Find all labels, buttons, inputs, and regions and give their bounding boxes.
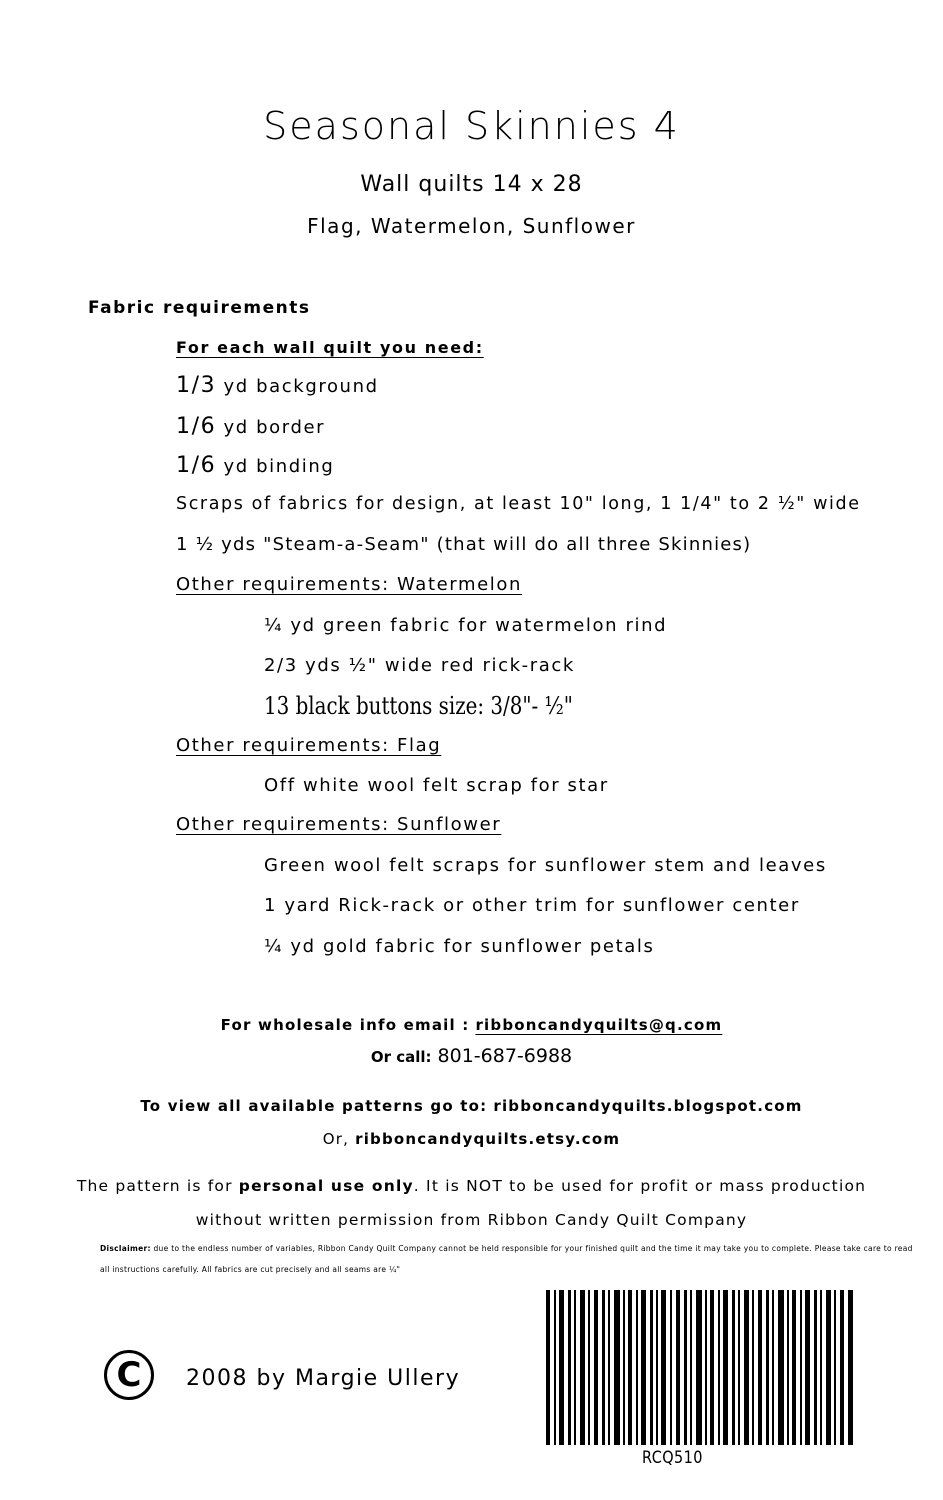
page-title: Seasonal Skinnies 4 (263, 104, 680, 148)
legal-text: . It is NOT to be used for profit or mass production (413, 1177, 867, 1195)
wholesale-line (0, 1016, 943, 1034)
legal-emphasis: personal use only (238, 1177, 414, 1195)
list-item-steam-a-seam: 1 ½ yds "Steam-a-Seam" (that will do all three Skinnies) (176, 534, 752, 555)
wholesale-label: For wholesale info email : (220, 1016, 470, 1034)
list-item-petals: ¼ yd gold fabric for sunflower petals (264, 936, 655, 957)
etsy-line (0, 1130, 943, 1148)
item-text: yd border (216, 417, 326, 438)
call-label: Or call: (370, 1048, 432, 1066)
watermelon-heading: Other requirements: Watermelon (176, 574, 522, 595)
list-item-buttons: 13 black buttons size: 3/8"- ½" (264, 692, 573, 720)
subtitle-designs: Flag, Watermelon, Sunflower (307, 214, 636, 238)
qty: 1/3 (176, 373, 217, 398)
list-item-rick-rack: 2/3 yds ½" wide red rick-rack (264, 655, 575, 676)
personal-use-line (0, 1177, 943, 1195)
or-label: Or, (322, 1130, 350, 1148)
phone-number: 801-687-6988 (437, 1045, 573, 1067)
item-text: yd background (216, 376, 379, 397)
list-item-center-trim: 1 yard Rick-rack or other trim for sunflower center (264, 895, 800, 916)
barcode-image (540, 1290, 860, 1445)
fabric-requirements-heading: Fabric requirements (88, 298, 311, 318)
email-link[interactable]: ribboncandyquilts@q.com (475, 1016, 723, 1034)
each-quilt-heading: For each wall quilt you need: (176, 338, 484, 357)
disclaimer (100, 1238, 920, 1280)
copyright-icon: C (104, 1350, 154, 1400)
qty: 1/6 (176, 453, 217, 478)
barcode-label: RCQ510 (642, 1448, 703, 1468)
disclaimer-text: due to the endless number of variables, Ribbon Candy Quilt Company cannot be held responsible for your finished quilt and the time it may take you to complete. Please take care to read all instructions carefully. All fabrics are cut precisely and all seams are ¼" (100, 1244, 913, 1274)
flag-heading: Other requirements: Flag (176, 735, 442, 756)
copyright-text: 2008 by Margie Ullery (186, 1366, 461, 1391)
disclaimer-label: Disclaimer: (100, 1244, 151, 1253)
view-label: To view all available patterns go to: (140, 1097, 488, 1115)
etsy-link[interactable]: ribboncandyquilts.etsy.com (355, 1130, 621, 1148)
legal-text: The pattern is for (76, 1177, 239, 1195)
subtitle-size: Wall quilts 14 x 28 (360, 172, 583, 197)
list-item-stem-leaves: Green wool felt scraps for sunflower stem and leaves (264, 855, 827, 876)
list-item-scraps: Scraps of fabrics for design, at least 10" long, 1 1/4" to 2 ½" wide (176, 494, 861, 514)
list-item-border (176, 414, 325, 439)
qty: 1/6 (176, 414, 217, 439)
list-item-background (176, 373, 379, 398)
list-item-binding (176, 453, 334, 478)
list-item-watermelon-rind: ¼ yd green fabric for watermelon rind (264, 615, 668, 636)
view-patterns-line (0, 1097, 943, 1115)
blog-link[interactable]: ribboncandyquilts.blogspot.com (493, 1097, 803, 1115)
list-item-star: Off white wool felt scrap for star (264, 775, 609, 796)
permission-line: without written permission from Ribbon Candy Quilt Company (195, 1211, 748, 1229)
item-text: yd binding (216, 456, 335, 477)
call-line (0, 1045, 943, 1067)
sunflower-heading: Other requirements: Sunflower (176, 814, 502, 835)
